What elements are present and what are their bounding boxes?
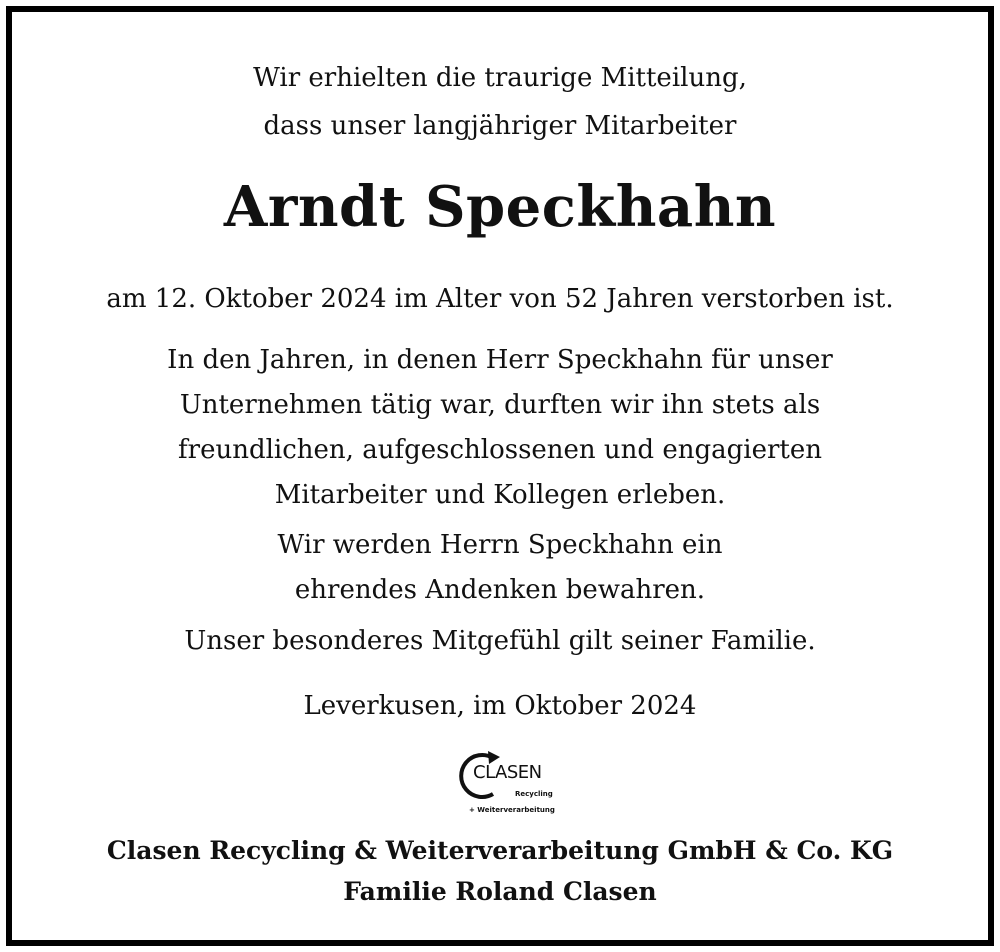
paragraph2-line-1: Wir werden Herrn Speckhahn ein <box>277 530 723 560</box>
paragraph1-line-3: freundlichen, aufgeschlossenen und engagierten <box>178 435 822 465</box>
intro-line-1: Wir erhielten die traurige Mitteilung, <box>253 63 747 93</box>
company-logo <box>455 748 565 826</box>
paragraph1-line-4: Mitarbeiter und Kollegen erleben. <box>274 480 726 510</box>
paragraph2-line-2: ehrendes Andenken bewahren. <box>294 575 706 605</box>
obituary-notice <box>6 6 994 946</box>
family-name: Familie Roland Clasen <box>343 877 657 906</box>
logo-weiterverarbeitung-label: + Weiterverarbeitung <box>469 806 555 814</box>
intro-line-2: dass unser langjähriger Mitarbeiter <box>263 111 737 141</box>
paragraph1-line-2: Unternehmen tätig war, durften wir ihn stets als <box>179 390 821 420</box>
logo-brand: CLASEN <box>473 762 542 783</box>
place-date: Leverkusen, im Oktober 2024 <box>303 691 697 721</box>
paragraph3: Unser besonderes Mitgefühl gilt seiner Familie. <box>184 626 816 656</box>
logo-recycling-label: Recycling <box>515 790 553 798</box>
deceased-name: Arndt Speckhahn <box>223 174 777 240</box>
company-name: Clasen Recycling & Weiterverarbeitung GmbH & Co. KG <box>106 836 894 865</box>
paragraph1-line-1: In den Jahren, in denen Herr Speckhahn für unser <box>167 345 833 375</box>
death-date-line: am 12. Oktober 2024 im Alter von 52 Jahren verstorben ist. <box>106 284 894 314</box>
